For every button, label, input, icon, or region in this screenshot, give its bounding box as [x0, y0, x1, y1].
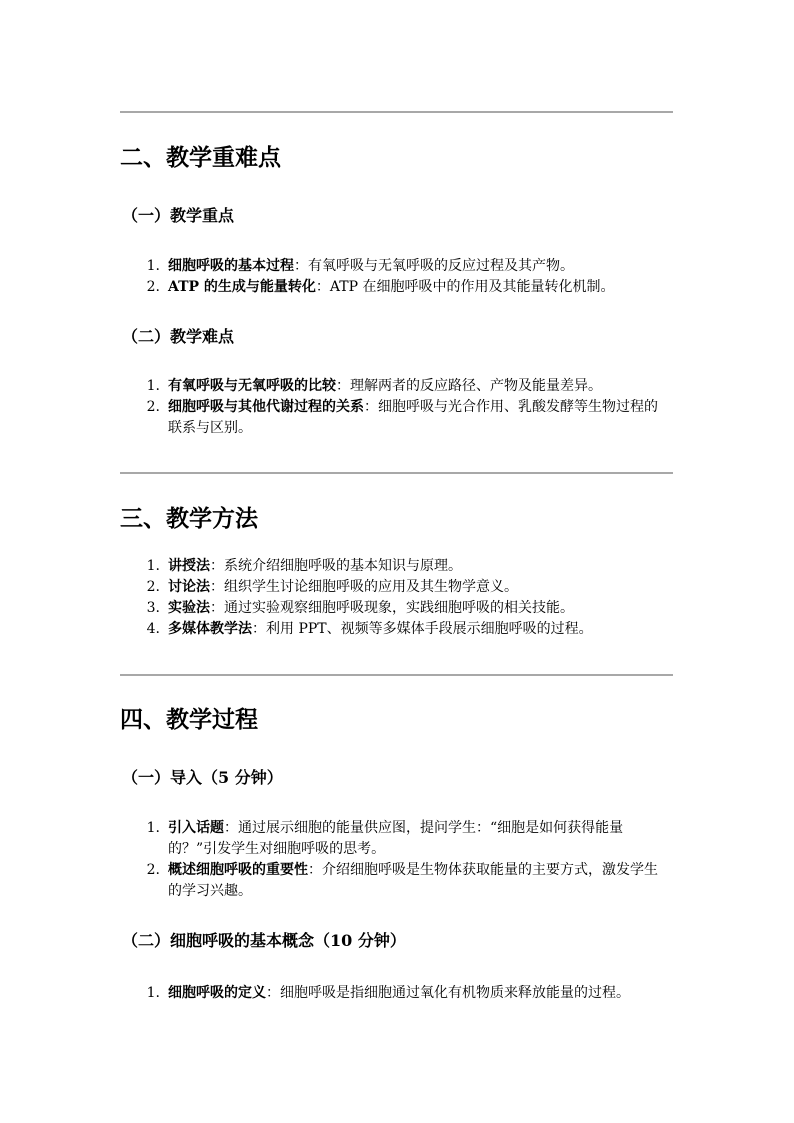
list-number: 2. [146, 279, 160, 295]
list-number: 2. [146, 862, 160, 878]
item-text: ：ATP 在细胞呼吸中的作用及其能量转化机制。 [315, 279, 615, 295]
list-item [140, 619, 670, 640]
item-label: 讲授法 [168, 558, 210, 574]
list-item [140, 598, 670, 619]
item-text: ：系统介绍细胞呼吸的基本知识与原理。 [210, 558, 462, 574]
item-text: ：理解两者的反应路径、产物及能量差异。 [336, 378, 602, 394]
list-number: 1. [146, 558, 160, 574]
item-text: ：利用 PPT、视频等多媒体手段展示细胞呼吸的过程。 [252, 621, 593, 637]
list-item [140, 577, 670, 598]
list-teaching-difficulty [140, 376, 670, 439]
item-text: ：有氧呼吸与无氧呼吸的反应过程及其产物。 [294, 258, 574, 274]
list-item [140, 983, 670, 1004]
item-label: 有氧呼吸与无氧呼吸的比较 [168, 378, 336, 394]
subheading-teaching-difficulty: （二）教学难点 [122, 327, 235, 346]
item-text: ：通过实验观察细胞呼吸现象，实践细胞呼吸的相关技能。 [210, 600, 574, 616]
item-label: 细胞呼吸的定义 [168, 985, 266, 1001]
item-label: 概述细胞呼吸的重要性 [168, 862, 308, 878]
item-label: 引入话题 [168, 820, 224, 836]
item-label: 细胞呼吸与其他代谢过程的关系 [168, 399, 364, 415]
list-number: 1. [146, 378, 160, 394]
subheading-basic-concepts: （二）细胞呼吸的基本概念（10 分钟） [122, 931, 406, 950]
section-heading-methods: 三、教学方法 [120, 505, 258, 532]
list-number: 4. [146, 621, 160, 637]
item-label: 讨论法 [168, 579, 210, 595]
divider-methods [120, 472, 673, 474]
item-text: ：细胞呼吸与光合作用、乳酸发酵等生物过程的联系与区别。 [168, 399, 658, 436]
item-label: 多媒体教学法 [168, 621, 252, 637]
list-teaching-focus [140, 256, 670, 298]
list-teaching-methods [140, 556, 670, 640]
item-label: 细胞呼吸的基本过程 [168, 258, 294, 274]
list-introduction [140, 818, 670, 902]
section-heading-process: 四、教学过程 [120, 706, 258, 733]
subheading-teaching-focus: （一）教学重点 [122, 206, 235, 225]
list-number: 1. [146, 985, 160, 1001]
list-number: 1. [146, 258, 160, 274]
list-item [140, 277, 670, 298]
subheading-introduction: （一）导入（5 分钟） [122, 768, 283, 787]
item-label: ATP 的生成与能量转化 [168, 279, 316, 295]
item-text: ：组织学生讨论细胞呼吸的应用及其生物学意义。 [210, 579, 518, 595]
item-text: ：通过展示细胞的能量供应图，提问学生：“细胞是如何获得能量的？”引发学生对细胞呼吸的思考。 [168, 820, 624, 857]
item-text: ：细胞呼吸是指细胞通过氧化有机物质来释放能量的过程。 [266, 985, 630, 1001]
list-number: 2. [146, 579, 160, 595]
list-item [140, 818, 670, 860]
item-label: 实验法 [168, 600, 210, 616]
section-heading-key-points: 二、教学重难点 [120, 144, 281, 171]
divider-process [120, 674, 673, 676]
list-item [140, 397, 670, 439]
divider-top [120, 111, 673, 113]
list-number: 1. [146, 820, 160, 836]
list-number: 2. [146, 399, 160, 415]
item-text: ：介绍细胞呼吸是生物体获取能量的主要方式，激发学生的学习兴趣。 [168, 862, 658, 899]
list-item [140, 256, 670, 277]
list-basic-concepts [140, 983, 670, 1004]
list-item [140, 860, 670, 902]
list-number: 3. [146, 600, 160, 616]
list-item [140, 556, 670, 577]
list-item [140, 376, 670, 397]
